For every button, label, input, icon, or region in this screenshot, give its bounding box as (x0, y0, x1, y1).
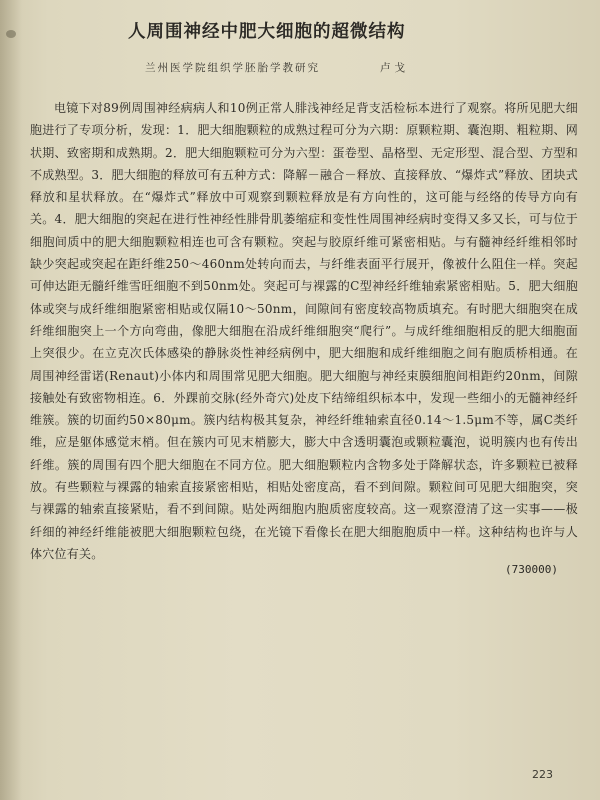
page-number: 223 (532, 768, 553, 781)
article-body: 电镜下对89例周围神经病病人和10例正常人腓浅神经足背支活检标本进行了观察。将所见肥大细胞进行了专项分析，发现：1．肥大细胞颗粒的成熟过程可分为六期：原颗粒期、囊泡期、粗粒期、网状期、致密期和成熟期。2．肥大细胞颗粒可分为六型：蛋卷型、晶格型、无定形型、混合型、方型和不成熟型。3．肥大细胞的释放可有五种方式：降解－融合－释放、直接释放、“爆炸式”释放、团块式释放和星状释放。在“爆炸式”释放中可观察到颗粒释放是有方向性的，这可能与经络的传导方向有关。4．肥大细胞的突起在进行性神经性腓骨肌萎缩症和变性性周围神经病时变得又多又长，可与位于细胞间质中的肥大细胞颗粒相连也可含有颗粒。突起与胶原纤维可紧密相贴。与有髓神经纤维相邻时缺少突起或突起在距纤维250～460nm处转向而去，与纤维表面平行展开，像被什么阻住一样。突起可伸达距无髓纤维雪旺细胞不到50nm处。突起可与裸露的C型神经纤维轴索紧密相贴。5．肥大细胞体或突与成纤维细胞紧密相贴或仅隔10～50nm，间隙间有密度较高物质填充。有时肥大细胞突在成纤维细胞突上一个方向弯曲，像肥大细胞在沿成纤维细胞突“爬行”。与成纤维细胞相反的肥大细胞面上突很少。在立克次氏体感染的静脉炎性神经病例中，肥大细胞和成纤维细胞之间有胞质桥相通。在周围神经雷诺(Renaut)小体内和周围常见肥大细胞。肥大细胞与神经束膜细胞间相距约20nm，间隙接触处有致密物相连。6．外踝前交脉(经外奇穴)处皮下结缔组织标本中，发现一些细小的无髓神经纤维簇。簇的切面约50×80μm。簇内结构极其复杂，神经纤维轴索直径0.14～1.5μm不等，属C类纤维，应是躯体感觉末梢。但在簇内可见末梢膨大，膨大中含透明囊泡或颗粒囊泡，说明簇内也有传出纤维。簇的周围有四个肥大细胞在不同方位。肥大细胞颗粒内含物多处于降解状态，许多颗粒已被释放。有些颗粒与裸露的轴索直接紧密相贴，相贴处密度高，看不到间隙。颗粒间可见肥大细胞突，突与裸露的轴索直接紧贴，看不到间隙。贴处两细胞内胞质密度较高。这一观察澄清了这一实事——极纤细的神经纤维能被肥大细胞颗粒包绕，在光镜下看像长在肥大细胞胞质中一样。这种结构也许与人体穴位有关。 (30, 101, 578, 561)
article-title: 人周围神经中肥大细胞的超微结构 (128, 22, 406, 42)
ink-spot (6, 30, 16, 38)
binding-shadow (0, 0, 22, 800)
author-name: 卢戈 (380, 62, 409, 74)
affiliation: 兰州医学院组织学胚胎学教研究 (145, 62, 320, 74)
postal-code: (730000) (505, 563, 558, 576)
